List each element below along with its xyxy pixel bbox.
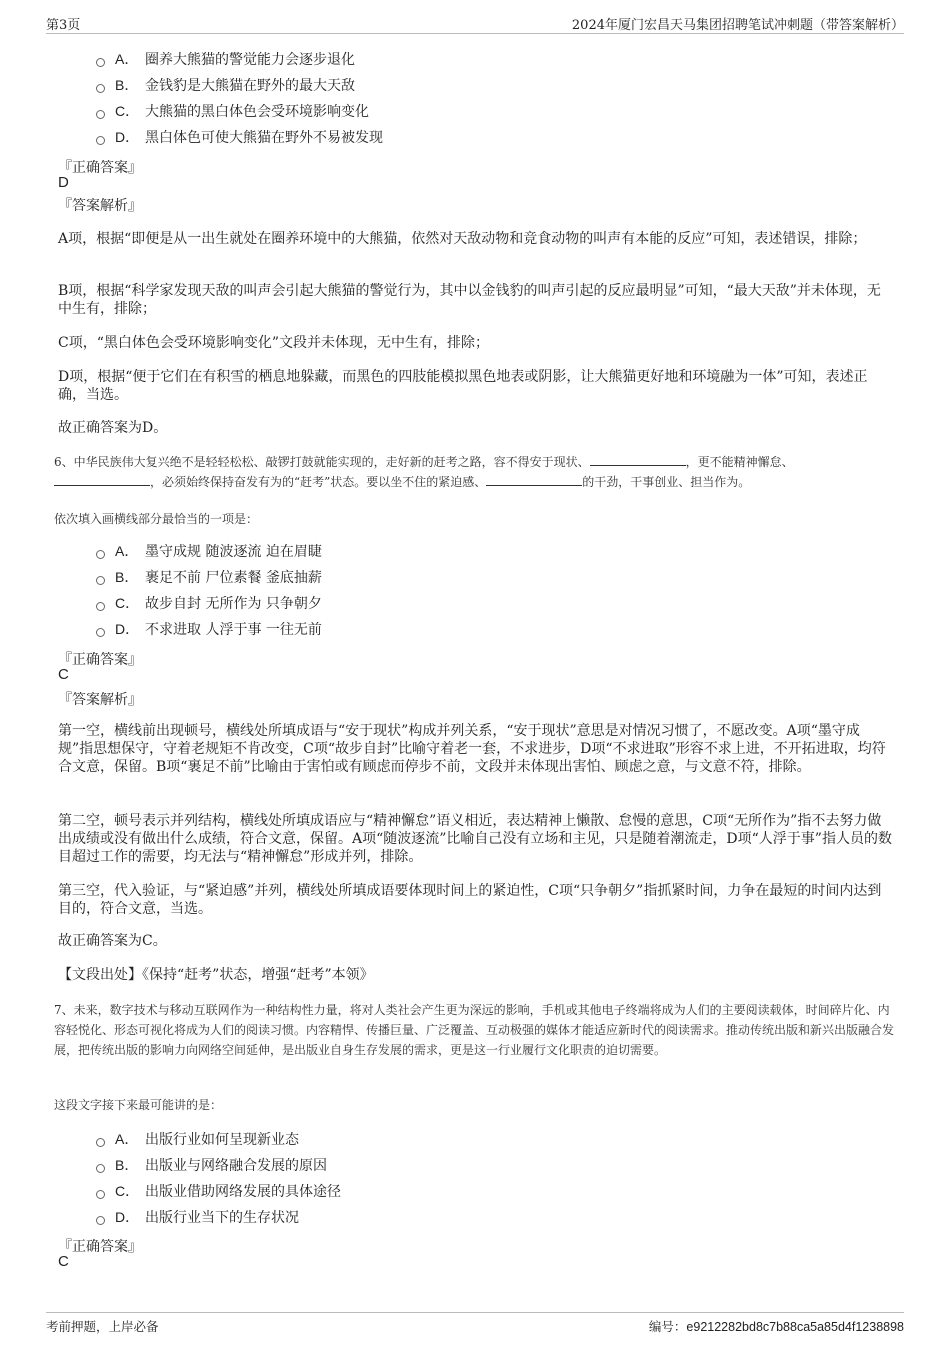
q5-analysis-label: 『答案解析』	[58, 198, 142, 214]
page-number: 第3页	[46, 18, 81, 33]
q5-option-d[interactable]: D． 黑白体色可使大熊猫在野外不易被发现	[96, 124, 383, 150]
q6-source: 【文段出处】《保持“赶考”状态，增强“赶考”本领》	[58, 967, 374, 983]
radio-icon[interactable]	[96, 576, 105, 585]
q7-answer: C	[58, 1253, 69, 1270]
q7-options	[96, 1126, 341, 1230]
q5-analysis-a: A项，根据“即便是从一出生就处在圈养环境中的大熊猫，依然对天敌动物和竞食动物的叫声有本能的反应”可知，表述错误，排除；	[58, 231, 867, 247]
radio-icon[interactable]	[96, 84, 105, 93]
radio-icon[interactable]	[96, 602, 105, 611]
q7-answer-label: 『正确答案』	[58, 1239, 142, 1255]
radio-icon[interactable]	[96, 628, 105, 637]
q6-option-a[interactable]: A． 墨守成规 随波逐流 迫在眉睫	[96, 538, 322, 564]
page-header	[46, 12, 904, 34]
q6-answer-label: 『正确答案』	[58, 652, 142, 668]
q6-stem: 6、中华民族伟大复兴绝不是轻轻松松、敲锣打鼓就能实现的，走好新的赶考之路，容不得安于现状、 ，更不能精神懈怠、 ，必须始终保持奋发有为的“赶考”状态。要以坐不住的紧迫感、 的干劲，干事创业、担当作为。	[54, 455, 794, 489]
blank-3[interactable]	[486, 474, 582, 486]
q6-analysis-1: 第一空，横线前出现顿号，横线处所填成语与“安于现状”构成并列关系，“安于现状”意思是对情况习惯了，不愿改变。A项“墨守成规”指思想保守，守着老规矩不肯改变，C项“故步自封”比喻守着老一套，不求进步，D项“不求进取”形容不求上进，不开拓进取，均符合文意，保留。B项“裹足不前”比喻由于害怕或有顾虑而停步不前，文段并未体现出害怕、顾虑之意，与文意不符，排除。	[58, 723, 886, 775]
radio-icon[interactable]	[96, 58, 105, 67]
q6-ask: 依次填入画横线部分最恰当的一项是：	[54, 512, 259, 526]
q5-option-b[interactable]: B． 金钱豹是大熊猫在野外的最大天敌	[96, 72, 383, 98]
radio-icon[interactable]	[96, 1138, 105, 1147]
q7-option-a[interactable]: A． 出版行业如何呈现新业态	[96, 1126, 341, 1152]
q6-options	[96, 538, 322, 642]
footer-slogan: 考前押题，上岸必备	[46, 1319, 159, 1334]
radio-icon[interactable]	[96, 1190, 105, 1199]
q7-stem: 7、未来，数字技术与移动互联网作为一种结构性力量，将对人类社会产生更为深远的影响，手机或其他电子终端将成为人们的主要阅读载体，时间碎片化、内容轻悦化、形态可视化将成为人们的阅读习惯。内容精悍、传播巨量、广泛覆盖、互动极强的媒体才能适应新时代的阅读需求。推动传统出版和新兴出版融合发展，把传统出版的影响力向网络空间延伸，是出版业自身生存发展的需求，更是这一行业履行文化职责的迫切需要。	[54, 1003, 895, 1057]
radio-icon[interactable]	[96, 1216, 105, 1225]
radio-icon[interactable]	[96, 110, 105, 119]
q6-option-d[interactable]: D． 不求进取 人浮于事 一往无前	[96, 616, 322, 642]
q5-analysis-b: B项，根据“科学家发现天敌的叫声会引起大熊猫的警觉行为，其中以金钱豹的叫声引起的反应最明显”可知，“最大天敌”并未体现，无中生有，排除；	[58, 283, 881, 317]
radio-icon[interactable]	[96, 1164, 105, 1173]
q6-option-b[interactable]: B． 裹足不前 尸位素餐 釜底抽薪	[96, 564, 322, 590]
document-title: 2024年厦门宏昌天马集团招聘笔试冲刺题（带答案解析）	[571, 18, 904, 33]
q6-answer: C	[58, 666, 69, 683]
blank-1[interactable]	[590, 454, 686, 466]
q5-answer-label: 『正确答案』	[58, 160, 142, 176]
q5-option-c[interactable]: C． 大熊猫的黑白体色会受环境影响变化	[96, 98, 383, 124]
q6-conclusion: 故正确答案为C。	[58, 933, 167, 949]
q7-option-d[interactable]: D． 出版行业当下的生存状况	[96, 1204, 341, 1230]
q5-conclusion: 故正确答案为D。	[58, 420, 168, 436]
q5-option-a[interactable]: A． 圈养大熊猫的警觉能力会逐步退化	[96, 46, 383, 72]
q6-analysis-label: 『答案解析』	[58, 692, 142, 708]
q6-analysis-2: 第二空，顿号表示并列结构，横线处所填成语应与“精神懈怠”语义相近，表达精神上懒散、怠慢的意思，C项“无所作为”指不去努力做出成绩或没有做出什么成绩，符合文意，保留。A项“随波逐流”比喻自己没有立场和主见，只是随着潮流走，D项“人浮于事”指人员的数目超过工作的需要，均无法与“精神懈怠”形成并列，排除。	[58, 813, 892, 865]
page-footer	[46, 1312, 904, 1334]
q6-option-c[interactable]: C． 故步自封 无所作为 只争朝夕	[96, 590, 322, 616]
q5-analysis-c: C项，“黑白体色会受环境影响变化”文段并未体现，无中生有，排除；	[58, 335, 490, 351]
radio-icon[interactable]	[96, 550, 105, 559]
q7-option-c[interactable]: C． 出版业借助网络发展的具体途径	[96, 1178, 341, 1204]
blank-2[interactable]	[54, 474, 150, 486]
q7-ask: 这段文字接下来最可能讲的是：	[54, 1098, 223, 1112]
q6-analysis-3: 第三空，代入验证，与“紧迫感”并列，横线处所填成语要体现时间上的紧迫性，C项“只争朝夕”指抓紧时间，力争在最短的时间内达到目的，符合文意，当选。	[58, 883, 882, 917]
q5-analysis-d: D项，根据“便于它们在有积雪的栖息地躲藏，而黑色的四肢能模拟黑色地表或阴影，让大熊猫更好地和环境融为一体”可知，表述正确，当选。	[58, 369, 868, 403]
q5-answer: D	[58, 174, 69, 191]
q5-options	[96, 46, 383, 150]
document-code: 编号：e9212282bd8c7b88ca5a85d4f1238898	[648, 1319, 904, 1334]
q7-option-b[interactable]: B． 出版业与网络融合发展的原因	[96, 1152, 341, 1178]
radio-icon[interactable]	[96, 136, 105, 145]
